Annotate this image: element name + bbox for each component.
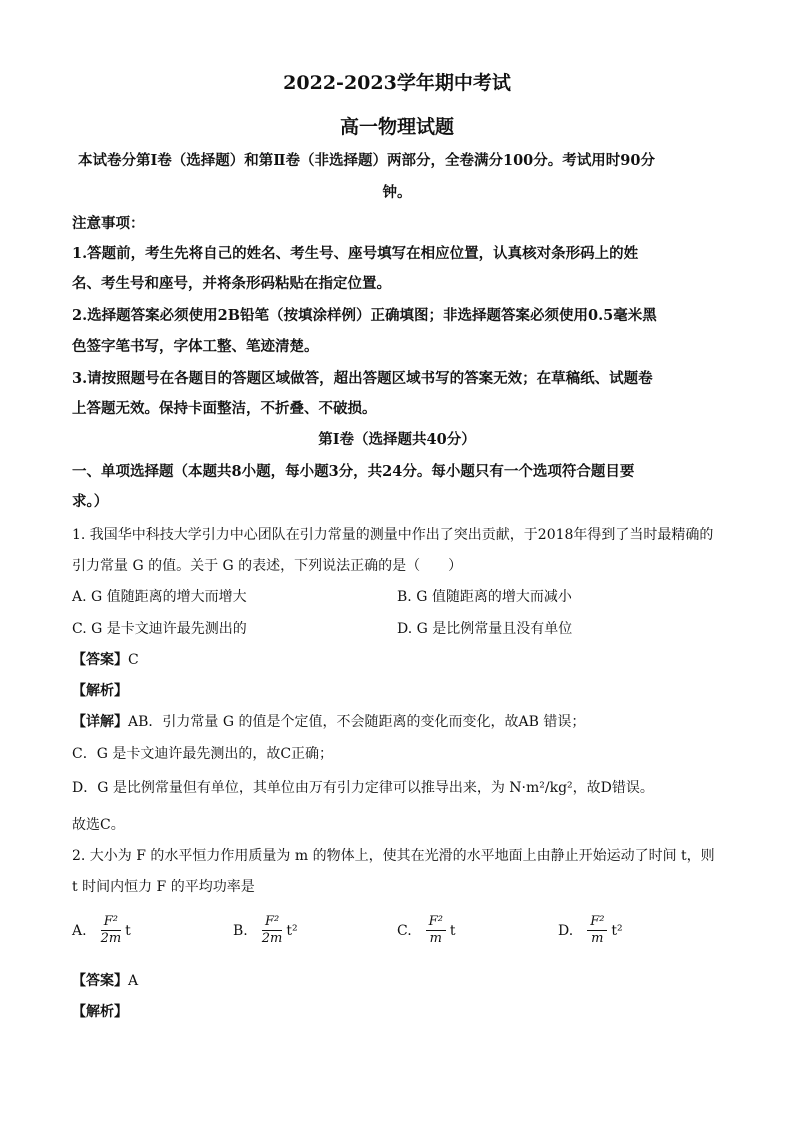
q2-answer-tag: 【答案】 <box>72 973 128 989</box>
note-3-line-2: 上答题无效。保持卡面整洁，不折叠、不破损。 <box>72 400 377 417</box>
q2-option-b-label: B. <box>233 922 248 939</box>
q2-option-d <box>558 914 623 947</box>
q2-option-b-denominator: 2m <box>261 931 283 946</box>
q1-option-a: A. G 值随距离的增大而增大 <box>72 589 247 605</box>
q1-analysis-tag: 【解析】 <box>72 683 128 699</box>
q2-option-b-numerator: F² <box>262 914 283 931</box>
q1-stem-line-1: 1. 我国华中科技大学引力中心团队在引力常量的测量中作出了突出贡献，于2018年得到了当时最精确的 <box>72 527 714 543</box>
note-2-line-1: 2.选择题答案必须使用2B铅笔（按填涂样例）正确填图；非选择题答案必须使用0.5毫米黑 <box>72 307 657 324</box>
q2-option-d-label: D. <box>558 922 574 939</box>
q2-option-a-fraction <box>101 914 122 947</box>
q1-option-d: D. G 是比例常量且没有单位 <box>397 621 573 637</box>
q1-detail-tag: 【详解】 <box>72 714 128 730</box>
q2-option-d-fraction <box>587 914 607 947</box>
q2-option-c-label: C. <box>397 922 412 939</box>
q1-option-b: B. G 值随距离的增大而减小 <box>397 589 572 605</box>
q2-option-a-label: A. <box>72 922 87 939</box>
note-2-line-2: 色签字笔书写，字体工整、笔迹清楚。 <box>72 338 319 355</box>
intro-line-1: 本试卷分第Ⅰ卷（选择题）和第Ⅱ卷（非选择题）两部分，全卷满分100分。考试用时90分 <box>78 152 655 169</box>
q2-option-c-denominator: m <box>429 931 442 946</box>
part-1-heading-line-1: 一、单项选择题（本题共8小题，每小题3分，共24分。每小题只有一个选项符合题目要 <box>72 463 635 480</box>
q1-detail-line-3: D．G 是比例常量但有单位，其单位由万有引力定律可以推导出来，为 N·m²/kg²，故D错误。 <box>72 780 654 796</box>
q2-option-b <box>233 914 298 947</box>
intro-line-2: 钟。 <box>382 184 412 201</box>
q2-analysis-tag: 【解析】 <box>72 1004 128 1020</box>
note-1-line-1: 1.答题前，考生先将自己的姓名、考生号、座号填写在相应位置，认真核对条形码上的姓 <box>72 245 639 262</box>
q2-option-d-numerator: F² <box>587 914 607 931</box>
q1-detail-line-1 <box>72 712 585 732</box>
note-3-line-1: 3.请按照题号在各题目的答题区域做答，超出答题区域书写的答案无效；在草稿纸、试题卷 <box>72 370 653 387</box>
q2-option-a-numerator: F² <box>101 914 122 931</box>
q2-option-b-tail: t² <box>286 922 298 939</box>
q2-option-d-denominator: m <box>591 931 604 946</box>
part-1-heading-line-2: 求。） <box>72 493 109 510</box>
q2-option-c-fraction <box>426 914 446 947</box>
q1-conclusion: 故选C。 <box>72 817 125 833</box>
q1-detail-text-1: AB．引力常量 G 的值是个定值，不会随距离的变化而变化，故AB 错误； <box>128 714 586 730</box>
exam-subtitle: 高一物理试题 <box>339 116 454 138</box>
q2-stem-line-2: t 时间内恒力 F 的平均功率是 <box>72 879 255 895</box>
q1-answer-value: C <box>128 652 139 668</box>
notes-heading: 注意事项： <box>72 215 145 232</box>
q1-option-c: C. G 是卡文迪许最先测出的 <box>72 621 247 637</box>
q2-option-d-tail: t² <box>611 922 623 939</box>
note-1-line-2: 名、考生号和座号，并将条形码粘贴在指定位置。 <box>72 275 391 292</box>
section-title: 第Ⅰ卷（选择题共40分） <box>318 431 476 448</box>
q2-option-c-tail: t <box>449 922 456 939</box>
q2-option-c <box>397 914 456 947</box>
exam-title: 2022-2023学年期中考试 <box>283 72 511 94</box>
q2-stem-line-1: 2. 大小为 F 的水平恒力作用质量为 m 的物体上，使其在光滑的水平地面上由静止开始运动了时间 t，则 <box>72 848 715 864</box>
q1-stem-line-2: 引力常量 G 的值。关于 G 的表述，下列说法正确的是（ ） <box>72 558 463 574</box>
q2-option-a-denominator: 2m <box>100 931 122 946</box>
q1-answer <box>72 650 139 670</box>
q1-answer-tag: 【答案】 <box>72 652 128 668</box>
q1-detail-line-2: C．G 是卡文迪许最先测出的，故C正确； <box>72 746 334 762</box>
q2-option-a <box>72 914 131 947</box>
q2-answer-value: A <box>128 973 139 989</box>
q2-option-a-tail: t <box>125 922 131 939</box>
q2-answer <box>72 971 138 991</box>
q2-option-b-fraction <box>262 914 283 947</box>
q2-option-c-numerator: F² <box>426 914 446 931</box>
